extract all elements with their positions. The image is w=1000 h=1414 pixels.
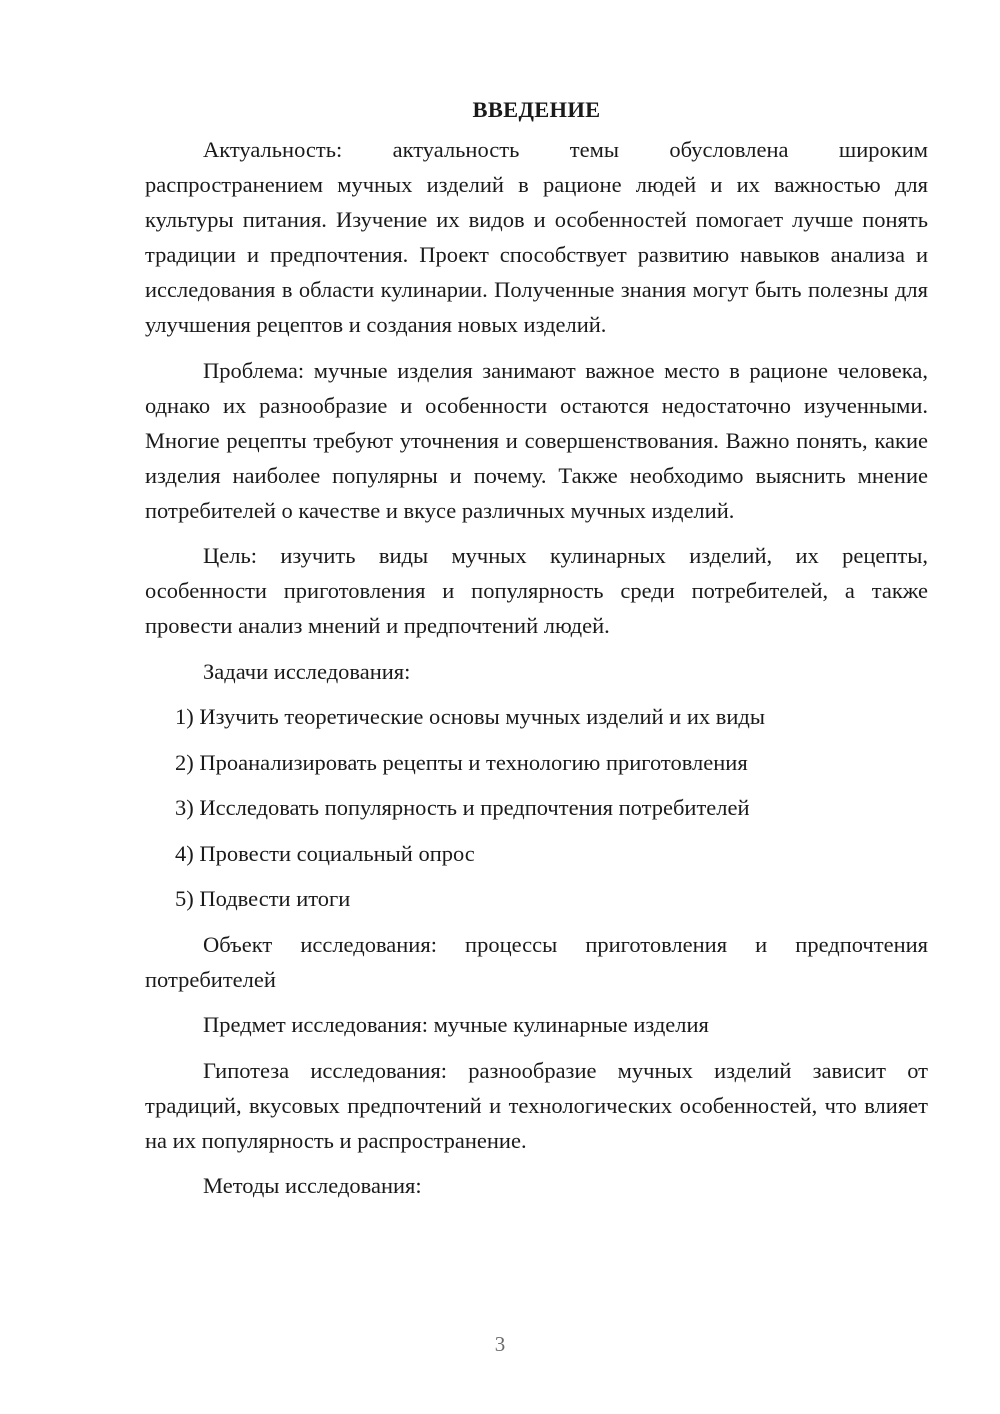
subject-paragraph: Предмет исследования: мучные кулинарные изделия [203, 1012, 709, 1037]
page-number: 3 [494, 1332, 506, 1356]
document-page [145, 88, 928, 1214]
object-paragraph: Объект исследования: процессы приготовления и предпочтения потребителей [145, 931, 928, 992]
tasks-heading: Задачи исследования: [203, 658, 411, 684]
relevance-paragraph: Актуальность: актуальность темы обусловлена широким распространением мучных изделий в рационе людей и их важностью для культуры питания. Изучение их видов и особенностей помогает лучше понять традиции и предпочтения. Проект способствует развитию навыков анализа и исследования в области кулинарии. Полученные знания могут быть полезны для улучшения рецептов и создания новых изделий. [145, 137, 928, 337]
task-item-4: 4) Провести социальный опрос [175, 840, 475, 866]
page-title: ВВЕДЕНИЕ [472, 97, 601, 122]
hypothesis-paragraph: Гипотеза исследования: разнообразие мучных изделий зависит от традиций, вкусовых предпочтений и технологических особенностей, что влияет на их популярность и распространение. [145, 1057, 928, 1153]
task-item-1: 1) Изучить теоретические основы мучных изделий и их виды [175, 704, 765, 729]
tasks-list [145, 699, 928, 916]
task-item-3: 3) Исследовать популярность и предпочтения потребителей [175, 795, 750, 820]
task-item-5: 5) Подвести итоги [175, 886, 351, 911]
methods-heading: Методы исследования: [203, 1173, 422, 1198]
task-item-2: 2) Проанализировать рецепты и технологию приготовления [175, 749, 748, 775]
goal-paragraph: Цель: изучить виды мучных кулинарных изделий, их рецепты, особенности приготовления и популярность среди потребителей, а также провести анализ мнений и предпочтений людей. [145, 543, 928, 638]
problem-paragraph: Проблема: мучные изделия занимают важное место в рационе человека, однако их разнообразие и особенности остаются недостаточно изученными. Многие рецепты требуют уточнения и совершенствования. Важно понять, какие изделия наиболее популярны и почему. Также необходимо выяснить мнение потребителей о качестве и вкусе различных мучных изделий. [145, 357, 928, 523]
